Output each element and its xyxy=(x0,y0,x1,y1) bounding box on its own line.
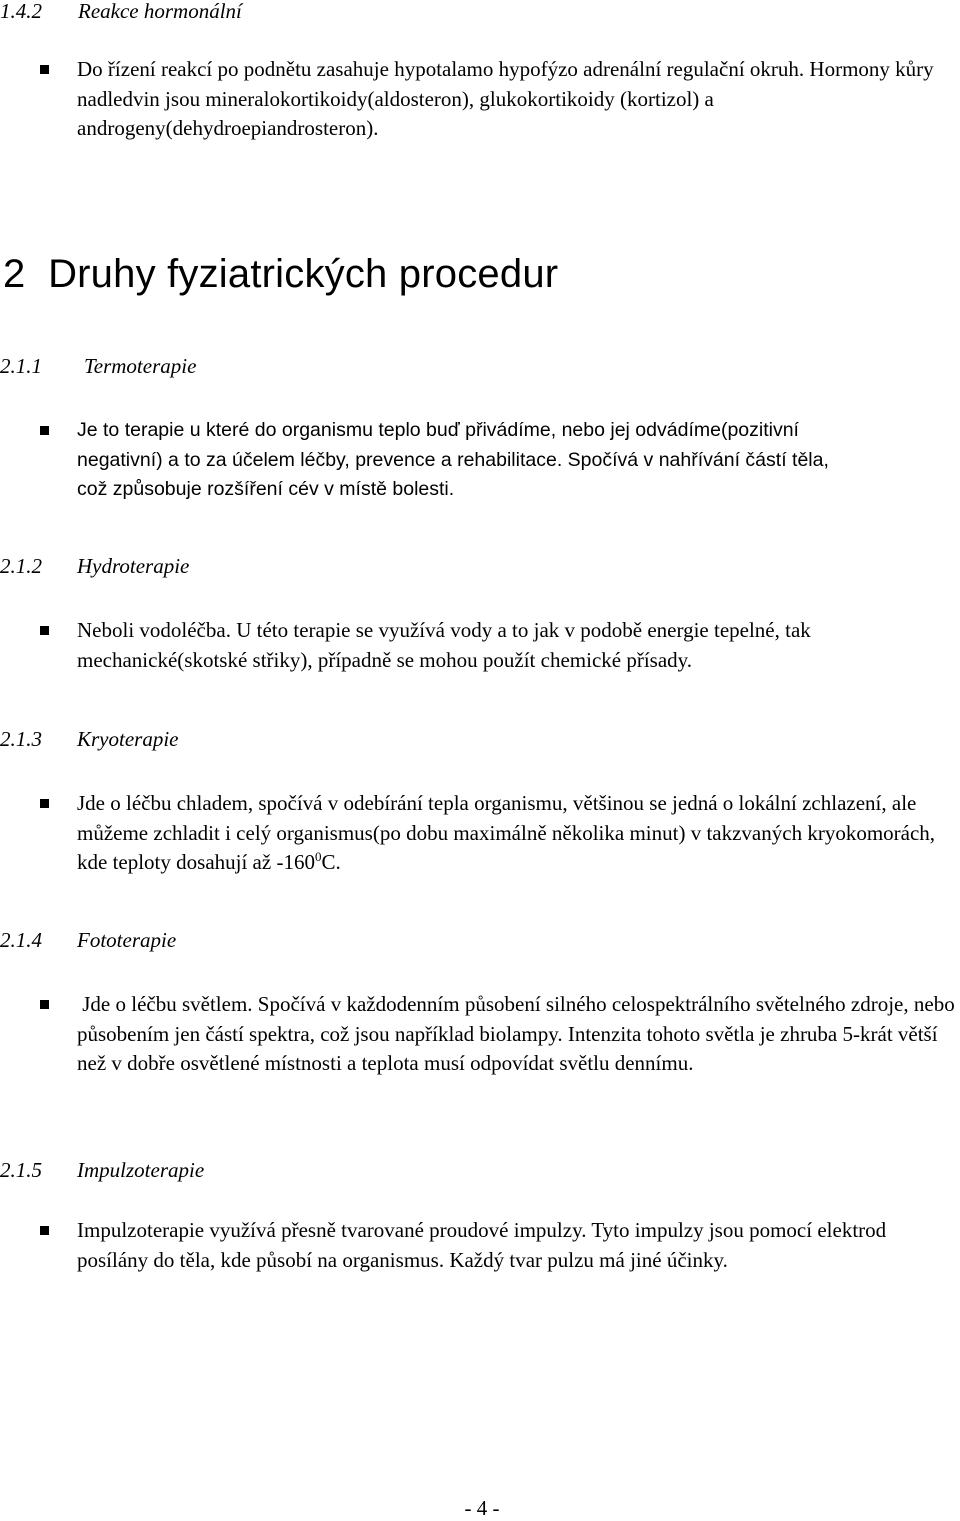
paragraph-text: Impulzoterapie využívá přesně tvarované proudové impulzy. Tyto impulzy jsou pomocí elektrod posílány do těla, kde působí na organismus. Každý tvar pulzu má jiné účinky. xyxy=(77,1218,887,1272)
section-number: 2.1.3 xyxy=(0,727,42,751)
section-number: 2.1.4 xyxy=(0,928,42,952)
paragraph-text xyxy=(77,789,957,878)
section-title: Reakce hormonální xyxy=(78,0,242,23)
section-title: Hydroterapie xyxy=(77,554,190,578)
section-title: Fototerapie xyxy=(77,928,177,952)
paragraph-text: Neboli vodoléčba. U této terapie se využívá vody a to jak v podobě energie tepelné, tak mechanické(skotské střiky), případně se mohou použít chemické přísady. xyxy=(77,618,811,672)
square-bullet-icon xyxy=(40,65,49,74)
paragraph-text: Do řízení reakcí po podnětu zasahuje hypotalamo hypofýzo adrenální regulační okruh. Hormony kůry nadledvin jsou mineralokortikoidy(aldosteron), glukokortikoidy (kortizol) a androgeny(dehydroepiandrosteron). xyxy=(77,57,934,140)
section-number: 2.1.1 xyxy=(0,354,42,378)
paragraph-text-main: Jde o léčbu chladem, spočívá v odebírání tepla organismu, většinou se jedná o lokální zchlazení, ale můžeme zchladit i celý organismus(po dobu maximálně několika minut) v takzvaných kryokomorách, kde teploty dosahují až -160 xyxy=(77,791,936,874)
section-heading-2-1-4 xyxy=(0,927,176,953)
paragraph-line: negativní) a to za účelem léčby, prevence a rehabilitace. Spočívá v nahřívání částí těla, xyxy=(77,448,829,471)
square-bullet-icon xyxy=(40,799,49,808)
section-title: Termoterapie xyxy=(84,354,197,378)
paragraph-line: což způsobuje rozšíření cév v místě bolesti. xyxy=(77,478,455,500)
section-title: Kryoterapie xyxy=(77,727,179,751)
section-number: 2.1.2 xyxy=(0,554,42,578)
section-number: 2.1.5 xyxy=(0,1158,42,1182)
square-bullet-icon xyxy=(40,426,49,435)
section-heading-2-1-1 xyxy=(0,353,196,379)
paragraph-text xyxy=(77,416,957,505)
page-number: - 4 - xyxy=(464,1496,500,1520)
square-bullet-icon xyxy=(40,1226,49,1235)
section-heading-1-4-2 xyxy=(0,0,242,24)
superscript-degree: 0 xyxy=(314,849,322,864)
square-bullet-icon xyxy=(40,1000,49,1009)
section-heading-2-1-3 xyxy=(0,726,178,752)
section-title: Impulzoterapie xyxy=(77,1158,205,1182)
paragraph-text: Jde o léčbu světlem. Spočívá v každodenním působení silného celospektrálního světelného zdroje, nebo působením jen částí spektra, což jsou například biolampy. Intenzita tohoto světla je zhruba 5-krát větší než v dobře osvětlené místnosti a teplota musí odpovídat světlu dennímu. xyxy=(77,992,960,1075)
section-number: 1.4.2 xyxy=(0,0,42,23)
section-heading-2-1-2 xyxy=(0,553,189,579)
section-heading-2-1-5 xyxy=(0,1157,204,1183)
paragraph-text-end: C. xyxy=(321,850,341,874)
paragraph-line: Je to terapie u které do organismu teplo buď přivádíme, nebo jej odvádíme(pozitivní xyxy=(77,419,799,441)
square-bullet-icon xyxy=(40,626,49,635)
chapter-heading: 2 Druhy fyziatrických procedur xyxy=(3,252,559,296)
